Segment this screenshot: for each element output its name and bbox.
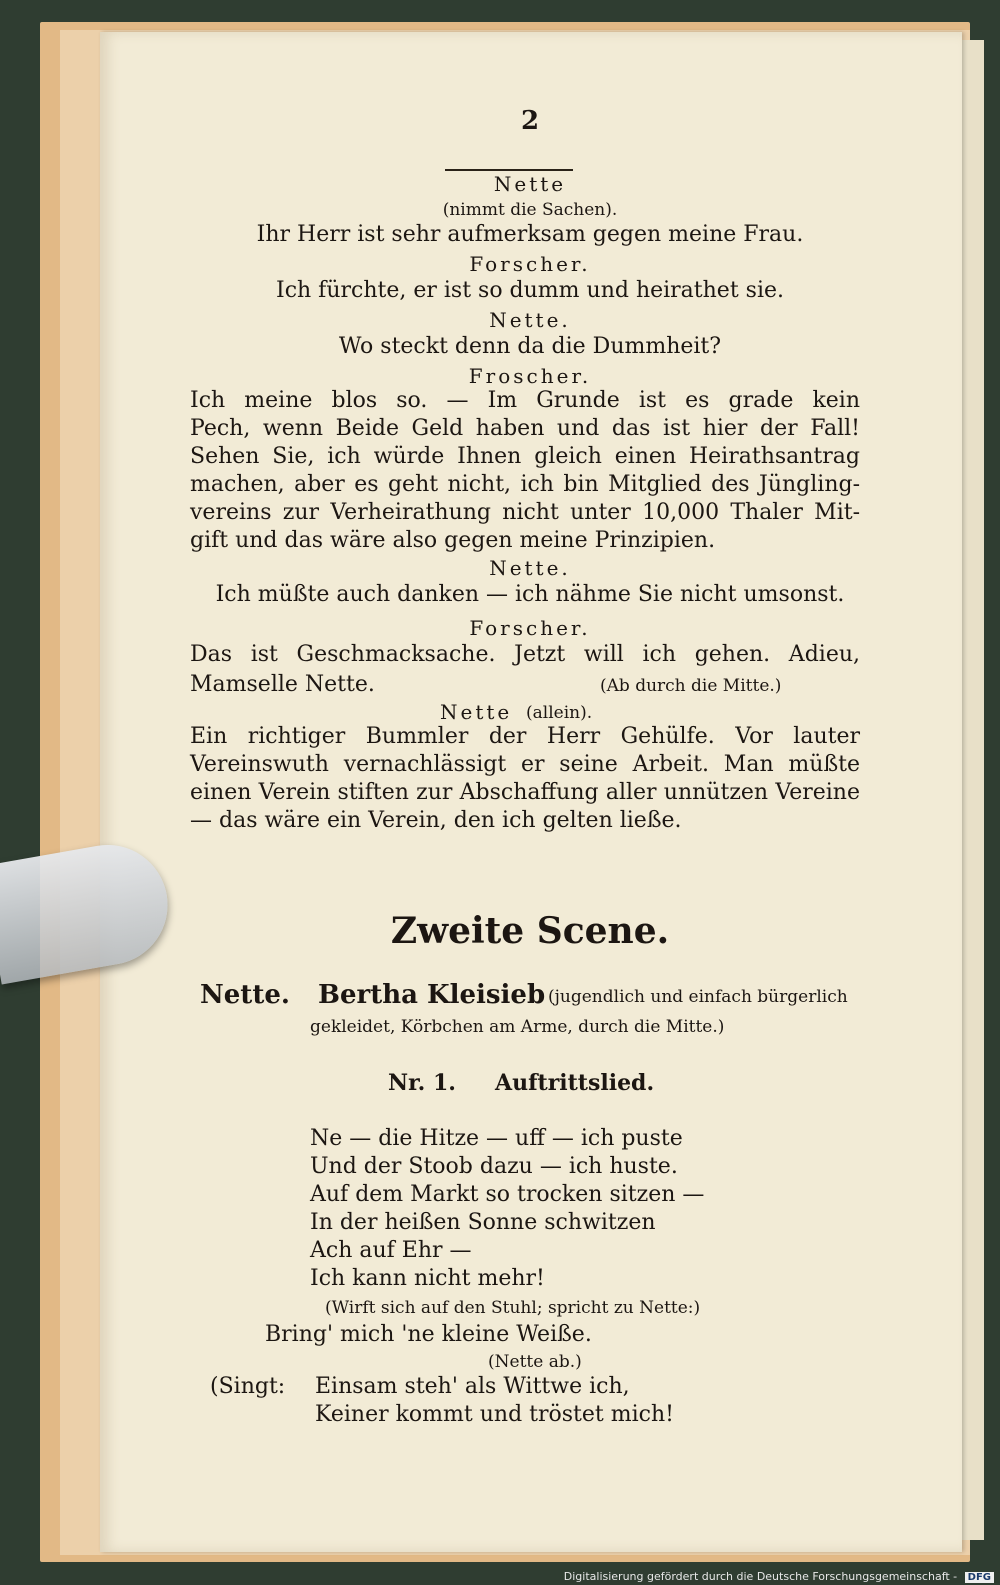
verse-line: Ach auf Ehr — — [310, 1238, 472, 1263]
verse-line: Auf dem Markt so trocken sitzen — — [310, 1182, 705, 1207]
scene-title: Zweite Scene. — [390, 910, 670, 952]
speaker-label: Nette. — [489, 556, 571, 580]
cast-name: Bertha Kleisieb — [318, 980, 546, 1010]
dialogue-line: Ich fürchte, er ist so dumm und heirathet sie. — [276, 278, 784, 303]
dialogue-line: Pech, wenn Beide Geld haben und das ist hier der Fall! — [190, 416, 860, 441]
verse-line: Einsam steh' als Wittwe ich, — [315, 1374, 630, 1399]
dialogue-line: — das wäre ein Verein, den ich gelten ließe. — [190, 808, 682, 833]
dialogue-line: einen Verein stiften zur Abschaffung aller unnützen Vereine — [190, 780, 860, 805]
dialogue-line: Vereinswuth vernachlässigt er seine Arbeit. Man müßte — [190, 752, 860, 777]
dialogue-line: Wo steckt denn da die Dummheit? — [338, 334, 722, 359]
cast-description: gekleidet, Körbchen am Arme, durch die Mitte.) — [310, 1017, 725, 1037]
verse-line: Keiner kommt und tröstet mich! — [315, 1402, 674, 1427]
dialogue-line: Ich müßte auch danken — ich nähme Sie nicht umsonst. — [215, 582, 845, 607]
speaker-label: Froscher. — [468, 364, 592, 388]
dialogue-line: Ihr Herr ist sehr aufmerksam gegen meine Frau. — [256, 222, 804, 247]
page-number-rule — [445, 169, 573, 171]
footer-credit — [564, 1570, 994, 1583]
dialogue-line: Ich meine blos so. — Im Grunde ist es grade kein — [190, 388, 860, 413]
stage-direction: (Ab durch die Mitte.) — [600, 676, 782, 696]
dialogue-line: Sehen Sie, ich würde Ihnen gleich einen Heirathsantrag — [190, 444, 860, 469]
verse-line: Ich kann nicht mehr! — [310, 1266, 545, 1291]
dialogue-line: Mamselle Nette. — [190, 672, 375, 697]
dialogue-line: machen, aber es geht nicht, ich bin Mitglied des Jüngling- — [190, 472, 860, 497]
song-number: Nr. 1. — [388, 1070, 456, 1096]
speaker-label: Nette — [440, 700, 513, 724]
stage-direction: (nimmt die Sachen). — [442, 200, 618, 220]
dialogue-line: Bring' mich 'ne kleine Weiße. — [265, 1322, 592, 1347]
stage-direction: (Singt: — [210, 1374, 286, 1399]
cast-description: (jugendlich und einfach bürgerlich — [548, 987, 848, 1007]
speaker-label: Forscher. — [469, 616, 591, 640]
verse-line: Und der Stoob dazu — ich huste. — [310, 1154, 678, 1179]
verse-line: In der heißen Sonne schwitzen — [310, 1210, 656, 1235]
dfg-logo-icon: DFG — [965, 1572, 994, 1583]
page-right-edge — [962, 40, 984, 1540]
dialogue-line: Ein richtiger Bummler der Herr Gehülfe. Vor lauter — [190, 724, 860, 749]
document-page — [100, 32, 962, 1552]
cast-name: Nette. — [200, 980, 290, 1010]
page-number: 2 — [520, 106, 540, 136]
stage-direction: (allein). — [526, 703, 593, 723]
song-title: Auftrittslied. — [495, 1070, 655, 1096]
speaker-label: Nette. — [489, 308, 571, 332]
stage-direction: (Nette ab.) — [488, 1352, 582, 1372]
dialogue-line: gift und das wäre also gegen meine Prinzipien. — [190, 528, 716, 553]
stage-direction: (Wirft sich auf den Stuhl; spricht zu Nette:) — [325, 1298, 701, 1318]
speaker-label: Forscher. — [469, 252, 591, 276]
verse-line: Ne — die Hitze — uff — ich puste — [310, 1126, 683, 1151]
dialogue-line: Das ist Geschmacksache. Jetzt will ich gehen. Adieu, — [190, 642, 860, 667]
dialogue-line: vereins zur Verheirathung nicht unter 10,000 Thaler Mit- — [190, 500, 860, 525]
speaker-label: Nette — [493, 172, 567, 196]
footer-text: Digitalisierung gefördert durch die Deutsche Forschungsgemeinschaft - — [563, 1570, 958, 1583]
